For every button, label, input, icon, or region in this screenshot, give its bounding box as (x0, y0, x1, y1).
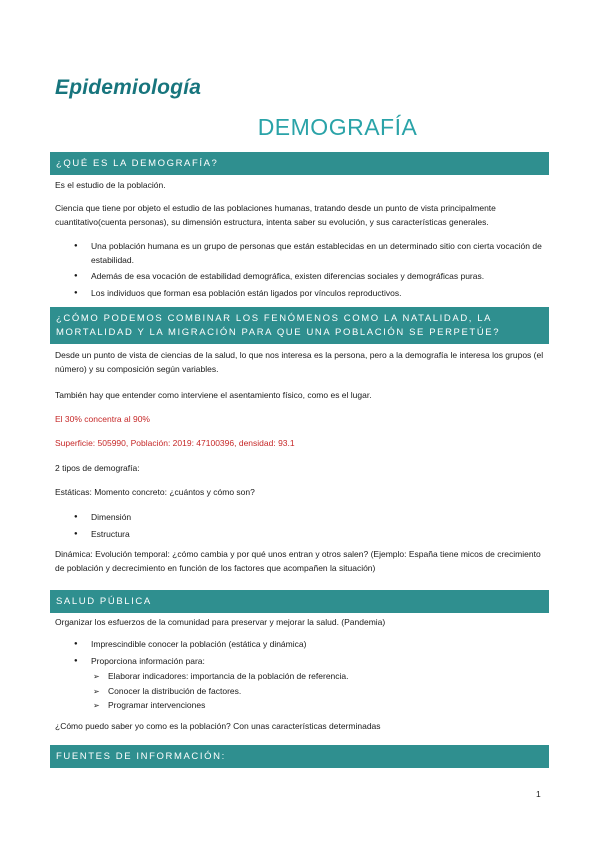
paragraph: ¿Cómo puedo saber yo como es la población? Con unas características determinadas (55, 721, 381, 731)
list-item: ● Una población humana es un grupo de personas que están establecidas en un determinado sitio con cierta vocación de estabilidad. (74, 240, 544, 267)
sub-list-item: ➢ Elaborar indicadores: importancia de la población de referencia. (91, 670, 544, 684)
page-number: 1 (536, 789, 541, 799)
section-heading-que-es: ¿QUÉ ES LA DEMOGRAFÍA? (50, 152, 549, 175)
bullet-list (74, 240, 544, 303)
list-item: ● Imprescindible conocer la población (estática y dinámica) (74, 638, 544, 652)
paragraph: También hay que entender como interviene el asentamiento físico, como es el lugar. (55, 390, 372, 400)
sub-list-item: ➢ Programar intervenciones (91, 699, 544, 713)
list-item: ● Estructura (74, 528, 544, 542)
list-item: ● Los individuos que forman esa población están ligados por vínculos reproductivos. (74, 287, 544, 301)
list-item-label: Proporciona información para: (91, 655, 205, 666)
highlight-text: El 30% concentra al 90% (55, 414, 150, 424)
paragraph: Desde un punto de vista de ciencias de la salud, lo que nos interesa es la persona, pero a la demografía le interesa los grupos (el número) y su composición según variables. (55, 350, 544, 374)
sub-list-item: ➢ Conocer la distribución de factores. (91, 685, 544, 699)
section-heading-fuentes: FUENTES DE INFORMACIÓN: (50, 745, 549, 768)
page-title: DEMOGRAFÍA (257, 114, 418, 140)
section-heading-como-combinar: ¿CÓMO PODEMOS COMBINAR LOS FENÓMENOS COMO LA NATALIDAD, LA MORTALIDAD Y LA MIGRACIÓN PARA QUE UNA POBLACIÓN SE PERPETÚE? (50, 307, 549, 344)
paragraph: Estáticas: Momento concreto: ¿cuántos y cómo son? (55, 487, 255, 497)
paragraph: 2 tipos de demografía: (55, 463, 140, 473)
list-item: ● Además de esa vocación de estabilidad demográfica, existen diferencias sociales y demográficas puras. (74, 270, 544, 284)
list-item: ● Dimensión (74, 511, 544, 525)
paragraph: Es el estudio de la población. (55, 180, 166, 190)
paragraph: Dinámica: Evolución temporal: ¿cómo cambia y por qué unos entran y otros salen? (Ejemplo: España tiene micos de crecimiento de población y decrecimiento en función de los factores que acompañen la situación) (55, 549, 541, 573)
sub-list (91, 670, 544, 713)
highlight-text: Superficie: 505990, Población: 2019: 47100396, densidad: 93.1 (55, 438, 295, 448)
bullet-list (74, 638, 544, 716)
list-item (74, 655, 544, 713)
paragraph: Ciencia que tiene por objeto el estudio de las poblaciones humanas, tratando desde un punto de vista principalmente cuantitativo(cuenta personas), su dimensión estructura, intenta saber su evolución, y sus características generales. (55, 203, 496, 227)
section-heading-salud-publica: SALUD PÚBLICA (50, 590, 549, 613)
bullet-list (74, 511, 544, 544)
paragraph: Organizar los esfuerzos de la comunidad para preservar y mejorar la salud. (Pandemia) (55, 617, 386, 627)
brand-title: Epidemiología (55, 76, 202, 99)
